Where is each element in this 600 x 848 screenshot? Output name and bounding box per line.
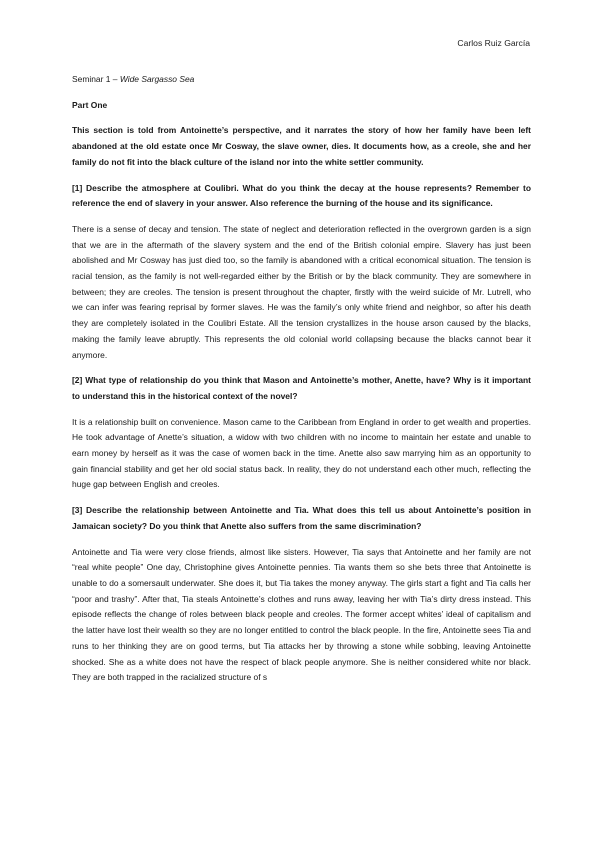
- answer-3: Antoinette and Tia were very close friends, almost like sisters. However, Tia says that Antoinette and her family are not “real white people” One day, Christophine gives Antoinette pennies. Tia wants them so she bets three that Antoinette is unable to do a somersault underwater. She does it, but Tia takes the money anyway. The girls start a fight and Tia calls her “poor and trashy”. After that, Tia steals Antoinette’s clothes and runs away, leaving her with Tia’s dirty dress instead. This episode reflects the change of roles between black people and creoles. The former accept whites’ ideal of capitalism and the latter have lost their wealth so they are no longer entitled to control the black people. In the fire, Antoinette sees Tia and runs to her thinking they are on good terms, but Tia attacks her by throwing a stone while sobbing, leaving Antoinette shocked. She as a white does not have the respect of black people anymore. She is neither considered white nor black. They are both trapped in the racialized structure of s: [72, 546, 531, 683]
- part-heading: Part One: [72, 99, 108, 110]
- seminar-title-prefix: Seminar 1 –: [72, 74, 120, 84]
- document-body: [72, 72, 531, 696]
- answer-1: There is a sense of decay and tension. The state of neglect and deterioration reflected in the overgrown garden is a sign that we are in the aftermath of the slavery system and the end of the British colonial empire. Slavery has just been abolished and Mr Cosway has just died too, so the family is abandoned with a critical economical situation. The tension is racial tension, as the family is not well-regarded either by the British or by the black community. They are somewhere in between; they are creoles. The tension is present throughout the chapter, firstly with the weird suicide of Mr. Lutrell, who we can infer was fearing reprisal by former slaves. He was the family’s only white friend and neighbor, so after his death they are completely isolated in the Coulibri Estate. All the tension crystallizes in the house arson caused by the blacks, making the family leave abruptly. This represents the old colonial world collapsing because the blacks cannot bear it anymore.: [72, 223, 531, 360]
- intro-paragraph: This section is told from Antoinette’s perspective, and it narrates the story of how her family have been left abandoned at the old estate once Mr Cosway, the slave owner, dies. It documents how, as a creole, she and her family do not fit into the black culture of the island nor into the white settler community.: [72, 125, 531, 167]
- author-name: Carlos Ruiz García: [457, 38, 530, 48]
- question-2: [2] What type of relationship do you think that Mason and Antoinette’s mother, Anette, have? Why is it important to understand this in the historical context of the novel?: [72, 375, 531, 401]
- seminar-title: [72, 72, 531, 88]
- question-3: [3] Describe the relationship between Antoinette and Tia. What does this tell us about Antoinette’s position in Jamaican society? Do you think that Anette also suffers from the same discrimination?: [72, 505, 531, 531]
- answer-2: It is a relationship built on convenience. Mason came to the Caribbean from England in order to get wealth and properties. He took advantage of Anette’s situation, a widow with two children with no income to maintain her estate and unable to earn money by herself as it was the case of women back in the time. Anette also saw marrying him as an opportunity to gain financial stability and get her old social status back. In reality, they do not understand each other much, reflecting the huge gap between English and creoles.: [72, 416, 531, 490]
- book-title: Wide Sargasso Sea: [119, 74, 195, 84]
- question-1: [1] Describe the atmosphere at Coulibri. What do you think the decay at the house represents? Remember to reference the end of slavery in your answer. Also reference the burning of the house and its significance.: [72, 182, 531, 209]
